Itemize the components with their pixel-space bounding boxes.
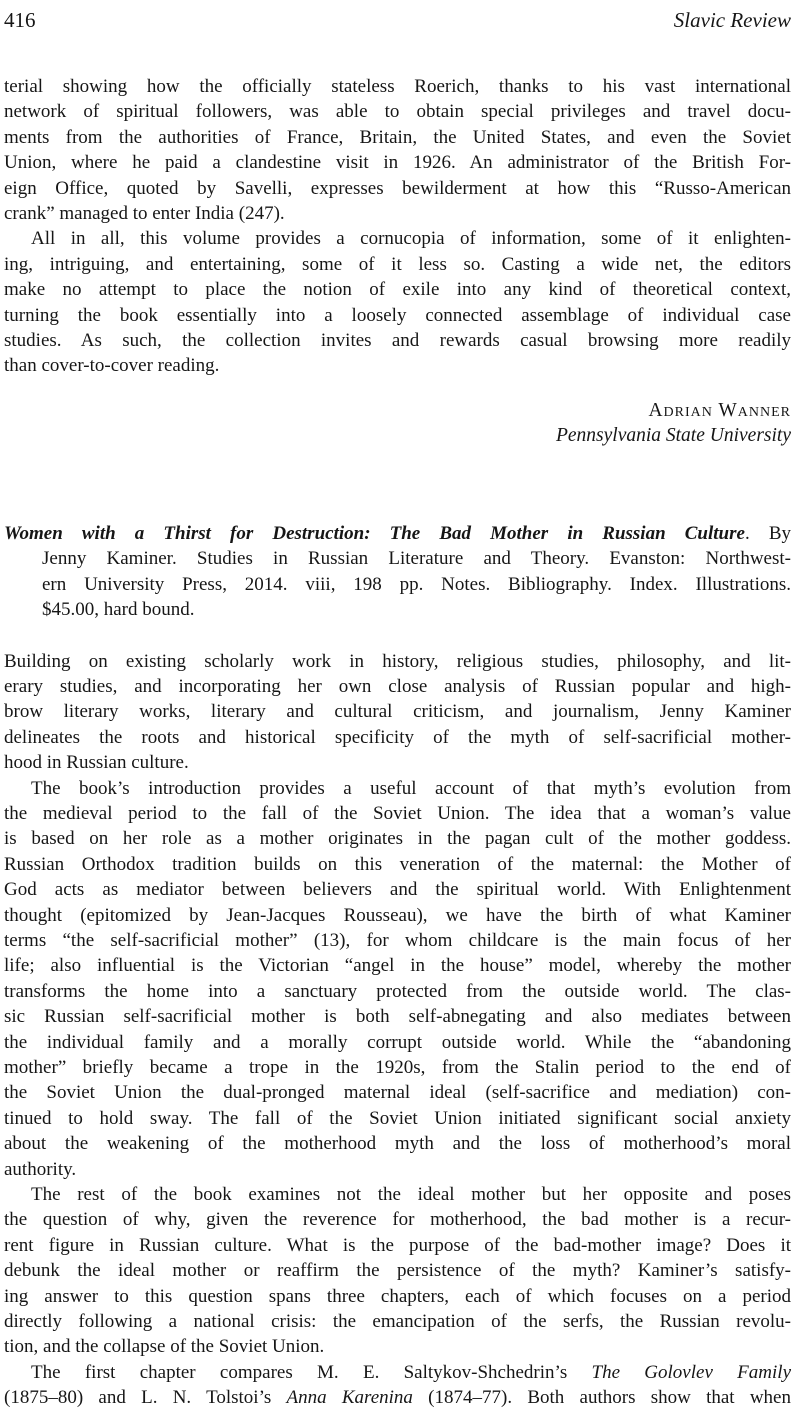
text-line: about the weakening of the motherhood myth and the loss of motherhood’s moral xyxy=(4,1133,791,1155)
text-line: crank” managed to enter India (247). xyxy=(4,203,285,225)
text-run: Women with a Thirst for Destruction: The Bad Mother in Russian Culture xyxy=(4,522,745,544)
text-line: terms “the self-sacrificial mother” (13), for whom childcare is the main focus of her xyxy=(4,929,791,951)
text-line: transforms the home into a sanctuary protected from the outside world. The clas- xyxy=(4,980,791,1002)
text-line xyxy=(4,521,791,546)
text-line: authority. xyxy=(4,1158,77,1180)
text-run: (1874–77). Both authors show that when xyxy=(412,1387,791,1409)
text-line: the individual family and a morally corrupt outside world. While the “abandoning xyxy=(4,1031,791,1053)
text-line: ing, intriguing, and entertaining, some of it less so. Casting a wide net, the editors xyxy=(4,253,791,275)
text-line: ern University Press, 2014. viii, 198 pp. Notes. Bibliography. Index. Illustrations. xyxy=(42,573,791,595)
paragraph xyxy=(4,521,791,623)
review-body-text xyxy=(4,649,791,1411)
text-line: $45.00, hard bound. xyxy=(42,599,195,621)
paragraph xyxy=(4,1182,791,1360)
text-line: The book’s introduction provides a useful account of that myth’s evolution from xyxy=(31,777,791,799)
text-line xyxy=(4,1385,791,1410)
text-line: the question of why, given the reverence for motherhood, the bad mother is a recur- xyxy=(4,1209,791,1231)
text-line: tion, and the collapse of the Soviet Union. xyxy=(4,1336,325,1358)
paragraph xyxy=(4,649,791,776)
text-line: turning the book essentially into a loosely connected assemblage of individual case xyxy=(4,304,791,326)
text-line: delineates the roots and historical specificity of the myth of self-sacrificial mother- xyxy=(4,726,791,748)
running-head xyxy=(4,0,791,34)
text-line: mother” briefly became a trope in the 1920s, from the Stalin period to the end of xyxy=(4,1057,791,1078)
text-line: hood in Russian culture. xyxy=(4,752,189,774)
paragraph xyxy=(4,776,791,1183)
text-line: terial showing how the officially stateless Roerich, thanks to his vast international xyxy=(4,76,791,97)
text-line: Russian Orthodox tradition builds on this veneration of the maternal: the Mother of xyxy=(4,853,791,875)
text-run: The first chapter compares M. E. Saltykov-Shchedrin’s xyxy=(31,1361,592,1383)
text-run: Anna Karenina xyxy=(286,1387,413,1409)
text-line: The rest of the book examines not the ideal mother but her opposite and poses xyxy=(31,1184,791,1206)
reviewer-name: Adrian Wanner xyxy=(648,399,791,421)
text-line: than cover-to-cover reading. xyxy=(4,355,220,377)
text-line: is based on her role as a mother originates in the pagan cult of the mother goddess. xyxy=(4,828,791,850)
paragraph xyxy=(4,74,791,226)
text-run: . By xyxy=(744,522,791,544)
text-line: brow literary works, literary and cultural criticism, and journalism, Jenny Kaminer xyxy=(4,701,791,723)
text-line: sic Russian self-sacrificial mother is both self-abnegating and also mediates between xyxy=(4,1006,791,1028)
journal-title: Slavic Review xyxy=(673,8,791,32)
text-line: Union, where he paid a clandestine visit in 1926. An administrator of the British For- xyxy=(4,152,791,174)
text-line: Jenny Kaminer. Studies in Russian Literature and Theory. Evanston: Northwest- xyxy=(42,548,791,570)
text-line: All in all, this volume provides a cornucopia of information, some of it enlighten- xyxy=(31,228,791,250)
book-citation-heading xyxy=(4,521,791,623)
text-line: thought (epitomized by Jean-Jacques Rousseau), we have the birth of what Kaminer xyxy=(4,904,791,926)
review-continuation-text xyxy=(4,74,791,379)
paragraph xyxy=(4,226,791,378)
text-line: life; also influential is the Victorian “angel in the house” model, whereby the mother xyxy=(4,955,791,977)
paragraph xyxy=(4,1360,791,1411)
text-line: ing answer to this question spans three chapters, each of which focuses on a period xyxy=(4,1285,791,1307)
text-line: God acts as mediator between believers and the spiritual world. With Enlightenment xyxy=(4,879,791,901)
text-line: tinued to hold sway. The fall of the Soviet Union initiated significant social anxiety xyxy=(4,1107,791,1129)
text-line: network of spiritual followers, was able to obtain special privileges and travel docu- xyxy=(4,101,791,123)
text-run: (1875–80) and L. N. Tolstoi’s xyxy=(4,1387,287,1409)
text-line: eign Office, quoted by Savelli, expresses bewilderment at how this “Russo-American xyxy=(4,177,791,199)
text-line: Building on existing scholarly work in history, religious studies, philosophy, and lit- xyxy=(4,650,791,672)
reviewer-signature xyxy=(4,398,791,449)
text-line xyxy=(4,1360,791,1385)
text-line: directly following a national crisis: the emancipation of the serfs, the Russian revolu- xyxy=(4,1311,791,1333)
text-line: rent figure in Russian culture. What is the purpose of the bad-mother image? Does it xyxy=(4,1234,791,1256)
reviewer-affiliation: Pennsylvania State University xyxy=(555,425,791,447)
text-line: make no attempt to place the notion of exile into any kind of theoretical context, xyxy=(4,279,791,301)
text-line: the medieval period to the fall of the Soviet Union. The idea that a woman’s value xyxy=(4,802,791,824)
text-line: erary studies, and incorporating her own close analysis of Russian popular and high- xyxy=(4,675,791,697)
text-line: debunk the ideal mother or reaffirm the persistence of the myth? Kaminer’s satisfy- xyxy=(4,1260,791,1282)
page-number: 416 xyxy=(4,8,36,32)
text-line: studies. As such, the collection invites and rewards casual browsing more readily xyxy=(4,330,791,352)
text-line: ments from the authorities of France, Britain, the United States, and even the Soviet xyxy=(4,126,791,148)
text-line: the Soviet Union the dual-pronged maternal ideal (self-sacrifice and mediation) con- xyxy=(4,1082,791,1104)
text-run: The Golovlev Family xyxy=(591,1361,791,1383)
